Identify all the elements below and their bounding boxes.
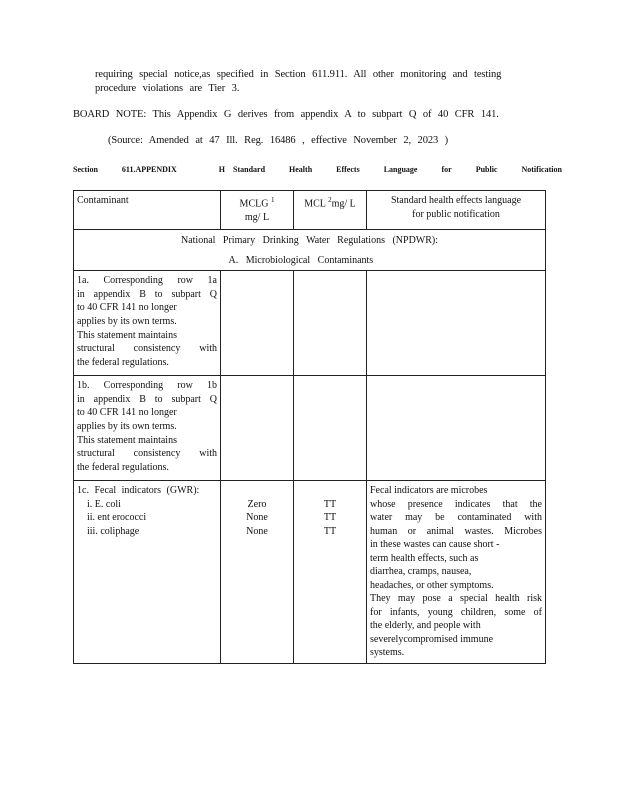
heading-word: Effects <box>336 165 360 174</box>
row-1a-line: This statement maintains <box>77 329 177 341</box>
header-mclg <box>221 191 294 230</box>
language-line: headaches, or other symptoms. <box>370 579 494 591</box>
language-line: whose presence indicates that the <box>370 498 542 510</box>
language-line: Fecal indicators are microbes <box>370 485 488 497</box>
mclg-unit: mg/ L <box>244 211 270 223</box>
group-a-text: A. Microbiological Contaminants <box>228 254 374 266</box>
table-row <box>74 271 546 376</box>
language-line: human or animal wastes. Microbes <box>370 525 542 537</box>
row-1a-line: applies by its own terms. <box>77 315 177 327</box>
npdwr-text: National Primary Drinking Water Regulations (NPDWR): <box>180 235 439 246</box>
row-1b-line: applies by its own terms. <box>77 420 177 432</box>
heading-word: Public <box>475 165 498 174</box>
row-1c-contaminant <box>74 481 221 664</box>
fecal-item: iii. coliphage <box>87 525 140 537</box>
row-1b-line: structural consistency with <box>77 448 217 460</box>
table-header-row <box>74 191 546 230</box>
language-line: water may be contaminated with <box>370 512 542 524</box>
table-row <box>74 481 546 664</box>
mcl-value: TT <box>323 498 337 510</box>
section-heading <box>73 165 584 174</box>
npdwr-row <box>74 230 546 251</box>
row-1b-line: 1b. Corresponding row 1b <box>77 380 217 392</box>
group-a-row <box>74 251 546 271</box>
mclg-footnote: 1 <box>270 196 275 204</box>
language-line: systems. <box>370 647 405 659</box>
heading-word: Standard <box>233 165 266 174</box>
heading-word: Language <box>383 165 418 174</box>
npdwr-heading <box>74 230 546 251</box>
mclg-value: None <box>246 525 268 537</box>
header-mcl <box>294 191 367 230</box>
header-language-line-1: Standard health effects language <box>390 195 522 206</box>
row-1c-mcl <box>294 481 367 664</box>
mcl-value: TT <box>323 512 337 524</box>
language-line: in these wastes can cause short - <box>370 539 500 551</box>
intro-line-1: requiring special notice,as specified in Section 611.911. All other monitoring and testing <box>95 69 502 80</box>
row-1c-language <box>367 481 546 664</box>
row-1b-line: the federal regulations. <box>77 461 169 473</box>
language-line: severelycompromised immune <box>370 633 494 645</box>
row-1b-line: to 40 CFR 141 no longer <box>77 407 177 419</box>
heading-word: Health <box>289 165 313 174</box>
mcl-value: TT <box>323 525 337 537</box>
header-language-line-2: for public notification <box>412 208 500 220</box>
board-note: BOARD NOTE: This Appendix G derives from appendix A to subpart Q of 40 CFR 141. <box>73 109 499 120</box>
row-1a-contaminant <box>74 271 221 376</box>
mcl-label: MCL <box>304 198 326 210</box>
mcl-footnote: 2 <box>328 196 332 204</box>
section-label: Section <box>73 165 98 174</box>
appendix-letter: H <box>218 165 226 174</box>
header-contaminant: Contaminant <box>74 191 221 230</box>
language-line: the elderly, and people with <box>370 620 481 632</box>
row-1a-line: structural consistency with <box>77 343 217 355</box>
appendix-label: 611.APPENDIX <box>121 165 177 174</box>
language-line: for infants, young children, some of <box>370 606 542 618</box>
row-1c-mclg <box>221 481 294 664</box>
row-1b-line: This statement maintains <box>77 434 177 446</box>
row-1b-line: in appendix B to subpart Q <box>77 393 217 405</box>
language-line: They may pose a special health risk <box>370 593 542 605</box>
header-language <box>367 191 546 230</box>
fecal-item: i. E. coli <box>87 498 121 510</box>
source-note: (Source: Amended at 47 Ill. Reg. 16486 , effective November 2, 2023 ) <box>108 135 449 146</box>
mclg-label: MCLG <box>239 198 269 210</box>
mclg-value: Zero <box>247 498 267 510</box>
health-effects-table <box>73 190 546 664</box>
fecal-item: ii. ent erococci <box>87 512 147 524</box>
mclg-value: None <box>246 512 268 524</box>
heading-word: Notification <box>521 165 562 174</box>
row-1a-line: to 40 CFR 141 no longer <box>77 302 177 314</box>
group-a-heading <box>221 251 546 271</box>
heading-word: for <box>441 165 452 174</box>
fecal-title: 1c. Fecal indicators (GWR): <box>77 485 200 497</box>
row-1b-contaminant <box>74 376 221 481</box>
mcl-unit: mg/ L <box>331 198 356 210</box>
language-line: diarrhea, cramps, nausea, <box>370 566 472 578</box>
language-line: term health effects, such as <box>370 552 479 564</box>
row-1a-line: in appendix B to subpart Q <box>77 288 217 300</box>
row-1a-line: the federal regulations. <box>77 356 169 368</box>
intro-line-2: procedure violations are Tier 3. <box>95 83 240 94</box>
table-row <box>74 376 546 481</box>
row-1a-line: 1a. Corresponding row 1a <box>77 275 217 287</box>
